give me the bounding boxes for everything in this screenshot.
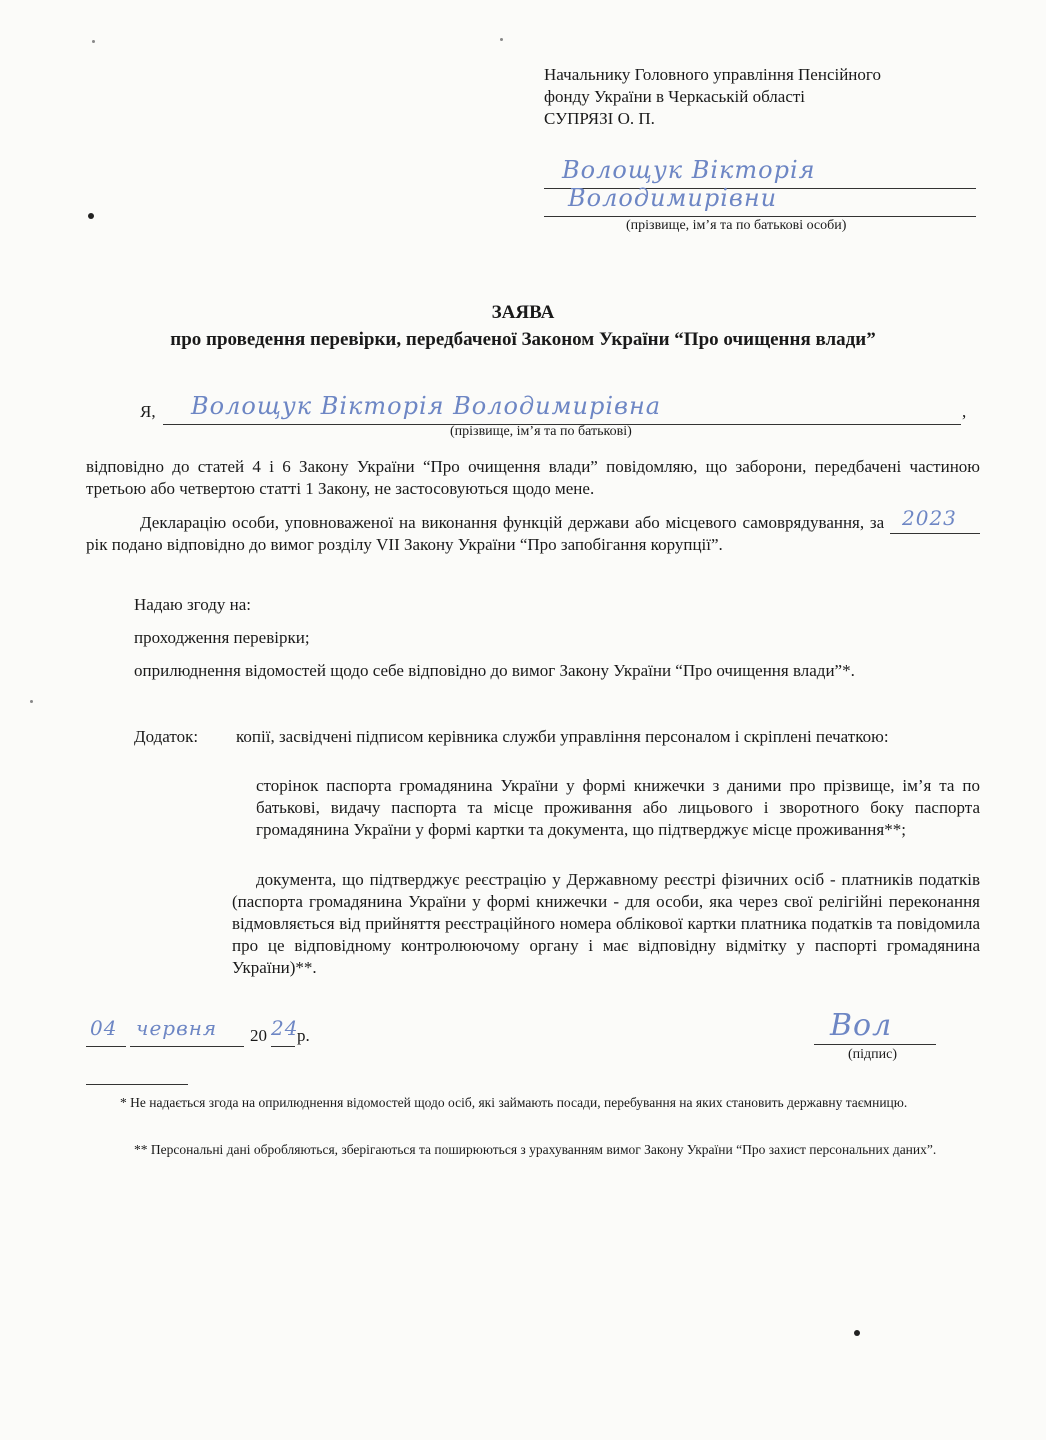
handwritten-signature: Вол	[830, 1008, 893, 1043]
consent-item-publication: оприлюднення відомостей щодо себе відповідно до вимог Закону України “Про очищення влади”*.	[134, 661, 855, 680]
scan-speck	[30, 700, 33, 703]
declarant-prefix: Я,	[140, 402, 156, 421]
attachment-label: Додаток:	[134, 727, 199, 746]
date-month-line	[130, 1016, 244, 1047]
attachment-item-passport: сторінок паспорта громадянина України у формі книжечки з даними про прізвище, ім’я та по батькові, видачу паспорта та місце проживання або лицьового і зворотного боку паспорта громадянина України у формі картки та документа, що підтверджує місце проживання**;	[256, 776, 980, 839]
applicant-name-caption: (прізвище, ім’я та по батькові особи)	[626, 218, 847, 233]
date-day-line	[86, 1016, 126, 1047]
declaration-text-part-1: Декларацію особи, уповноваженої на виконання функцій держави або місцевого самоврядування, за	[140, 513, 885, 532]
attachment-intro: копії, засвідчені підписом керівника служби управління персоналом і скріплені печаткою:	[236, 727, 889, 746]
handwritten-date-day: 04	[90, 1016, 118, 1040]
handwritten-date-year: 24	[271, 1016, 299, 1040]
addressee-line-3: СУПРЯЗІ О. П.	[544, 109, 655, 128]
handwritten-declaration-year: 2023	[902, 506, 957, 530]
scan-speck	[500, 38, 503, 41]
footnote-separator	[86, 1084, 188, 1085]
statement-paragraph: відповідно до статей 4 і 6 Закону України “Про очищення влади” повідомляю, що заборони, передбачені частиною третьою або четвертою статті 1 Закону, не застосовуються щодо мене.	[86, 457, 980, 498]
declaration-year-line	[890, 506, 980, 534]
attachment-item-tax-registration: документа, що підтверджує реєстрацію у Державному реєстрі фізичних осіб - платників податків (паспорта громадянина України у формі книжечки - для особи, яка через свої релігійні переконання відмовляється від прийняття реєстраційного номера облікової картки платника податків та повідомила про це відповідному контролюючому органу і має відповідну відмітку у паспорті громадянина України)**.	[232, 870, 980, 977]
date-year-line	[271, 1016, 299, 1047]
handwritten-date-month: червня	[136, 1016, 218, 1040]
handwritten-applicant-name-1: Волощук Вікторія	[562, 156, 816, 184]
declarant-suffix: ,	[962, 402, 967, 421]
declarant-name-line	[163, 392, 961, 425]
addressee-line-2: фонду України в Черкаській області	[544, 87, 806, 106]
addressee-line-1: Начальнику Головного управління Пенсійного	[544, 65, 881, 84]
scan-speck	[854, 1330, 860, 1336]
addressee-block	[544, 64, 881, 130]
document-subtitle: про проведення перевірки, передбаченої Законом України “Про очищення влади”	[170, 329, 876, 350]
consent-intro: Надаю згоду на:	[134, 595, 252, 614]
handwritten-declarant-name: Волощук Вікторія Володимирівна	[191, 392, 662, 420]
declaration-text-part-2: рік подано відповідно до вимог розділу VII Закону України “Про запобігання корупції”.	[86, 535, 723, 554]
scan-speck	[88, 213, 94, 219]
date-suffix: р.	[297, 1026, 310, 1045]
scan-speck	[92, 40, 95, 43]
signature-line	[814, 1008, 936, 1045]
declaration-paragraph	[86, 506, 980, 556]
date-year-prefix: 20	[250, 1026, 267, 1045]
document-title: ЗАЯВА	[491, 302, 555, 323]
declarant-caption: (прізвище, ім’я та по батькові)	[450, 424, 632, 439]
applicant-name-line-2	[544, 184, 976, 217]
signature-caption: (підпис)	[848, 1047, 898, 1062]
footnote-1: * Не надається згода на оприлюднення відомостей щодо осіб, які займають посади, перебування на яких становить державну таємницю.	[120, 1095, 908, 1110]
footnote-2: ** Персональні дані обробляються, зберігаються та поширюються з урахуванням вимог Закону України “Про захист персональних даних”.	[134, 1142, 937, 1157]
consent-item-verification: проходження перевірки;	[134, 628, 310, 647]
handwritten-applicant-name-2: Володимирівни	[568, 184, 778, 212]
